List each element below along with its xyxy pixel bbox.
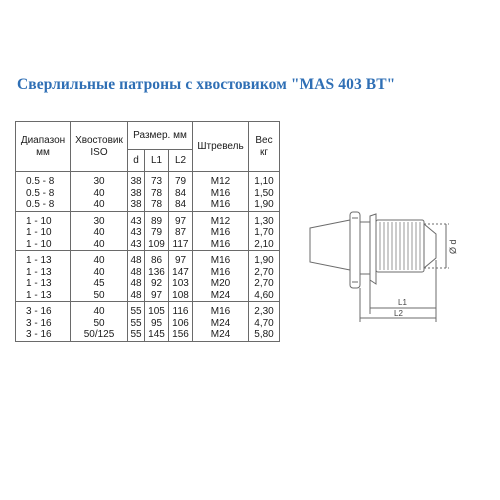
dimension-d-label: Ø d xyxy=(448,239,458,254)
knurling xyxy=(380,222,420,270)
d-cell: 55 xyxy=(128,318,145,330)
weight-cell: 1,90 xyxy=(249,199,280,211)
l1-cell: 97 xyxy=(145,290,169,302)
l1-cell: 86 xyxy=(145,255,169,267)
table-row xyxy=(16,227,280,239)
header-pin: Штревель xyxy=(193,122,249,172)
range-cell: 1 - 10 xyxy=(16,227,71,239)
l1-cell: 109 xyxy=(145,239,169,251)
dimension-l1-label: L1 xyxy=(398,298,407,307)
table-row xyxy=(16,176,280,188)
d-cell: 48 xyxy=(128,267,145,279)
header-size: Размер. мм xyxy=(128,122,193,150)
l1-cell: 78 xyxy=(145,199,169,211)
table-row xyxy=(16,290,280,302)
pin-cell: M16 xyxy=(193,255,249,267)
chuck-nose xyxy=(424,224,436,268)
table-row xyxy=(16,255,280,267)
l2-cell: 106 xyxy=(169,318,193,330)
weight-cell: 1,90 xyxy=(249,255,280,267)
l1-cell: 73 xyxy=(145,176,169,188)
l1-cell: 78 xyxy=(145,188,169,200)
header-range-line1: Диапазон xyxy=(20,135,66,146)
header-weight-line1: Вес xyxy=(255,135,273,146)
header-l1: L1 xyxy=(145,150,169,172)
range-cell: 1 - 13 xyxy=(16,255,71,267)
shank-cell: 40 xyxy=(71,227,128,239)
l1-cell: 79 xyxy=(145,227,169,239)
l2-cell: 97 xyxy=(169,216,193,228)
d-cell: 48 xyxy=(128,278,145,290)
range-cell: 1 - 13 xyxy=(16,267,71,279)
d-cell: 38 xyxy=(128,176,145,188)
weight-cell: 4,60 xyxy=(249,290,280,302)
shank-cell: 30 xyxy=(71,216,128,228)
l2-cell: 97 xyxy=(169,255,193,267)
range-cell: 1 - 13 xyxy=(16,290,71,302)
d-cell: 43 xyxy=(128,239,145,251)
dimension-l2-label: L2 xyxy=(394,309,403,318)
table-row xyxy=(16,216,280,228)
flange xyxy=(350,212,360,288)
d-cell: 38 xyxy=(128,188,145,200)
shank-cell: 40 xyxy=(71,199,128,211)
shank-cell: 30 xyxy=(71,176,128,188)
pin-cell: M20 xyxy=(193,278,249,290)
pin-cell: M16 xyxy=(193,267,249,279)
weight-cell: 1,30 xyxy=(249,216,280,228)
pin-cell: M16 xyxy=(193,239,249,251)
l2-cell: 156 xyxy=(169,329,193,341)
range-cell: 0.5 - 8 xyxy=(16,199,71,211)
weight-cell: 4,70 xyxy=(249,318,280,330)
taper-shank xyxy=(310,220,350,270)
shank-cell: 40 xyxy=(71,255,128,267)
l1-cell: 105 xyxy=(145,306,169,318)
l1-cell: 145 xyxy=(145,329,169,341)
d-cell: 38 xyxy=(128,199,145,211)
shank-cell: 50 xyxy=(71,318,128,330)
page-title: Сверлильные патроны с хвостовиком "MAS 403 BT" xyxy=(17,76,396,93)
table-row xyxy=(16,318,280,330)
header-shank-line1: Хвостовик xyxy=(75,135,123,146)
shank-cell: 40 xyxy=(71,267,128,279)
header-shank xyxy=(71,122,128,172)
range-cell: 0.5 - 8 xyxy=(16,176,71,188)
weight-cell: 5,80 xyxy=(249,329,280,341)
range-cell: 3 - 16 xyxy=(16,318,71,330)
l2-cell: 79 xyxy=(169,176,193,188)
header-range xyxy=(16,122,71,172)
shank-cell: 50 xyxy=(71,290,128,302)
l2-cell: 117 xyxy=(169,239,193,251)
range-cell: 1 - 10 xyxy=(16,239,71,251)
spec-table xyxy=(15,121,280,342)
weight-cell: 1,50 xyxy=(249,188,280,200)
l2-cell: 147 xyxy=(169,267,193,279)
header-range-line2: мм xyxy=(36,146,50,158)
d-cell: 48 xyxy=(128,290,145,302)
pin-cell: M12 xyxy=(193,216,249,228)
table-row xyxy=(16,306,280,318)
header-d: d xyxy=(128,150,145,172)
l2-cell: 87 xyxy=(169,227,193,239)
header-l2: L2 xyxy=(169,150,193,172)
weight-cell: 1,70 xyxy=(249,227,280,239)
range-cell: 1 - 10 xyxy=(16,216,71,228)
pin-cell: M24 xyxy=(193,318,249,330)
d-cell: 55 xyxy=(128,329,145,341)
shank-cell: 50/125 xyxy=(71,329,128,341)
table-row xyxy=(16,199,280,211)
chuck-body xyxy=(370,214,376,284)
range-cell: 1 - 13 xyxy=(16,278,71,290)
l2-cell: 84 xyxy=(169,199,193,211)
d-cell: 43 xyxy=(128,227,145,239)
pin-cell: M16 xyxy=(193,188,249,200)
d-cell: 48 xyxy=(128,255,145,267)
pin-cell: M24 xyxy=(193,329,249,341)
header-shank-line2: ISO xyxy=(90,146,108,158)
shank-cell: 45 xyxy=(71,278,128,290)
weight-cell: 2,10 xyxy=(249,239,280,251)
shank-cell: 40 xyxy=(71,306,128,318)
pin-cell: M16 xyxy=(193,306,249,318)
pin-cell: M24 xyxy=(193,290,249,302)
l1-cell: 136 xyxy=(145,267,169,279)
pin-cell: M16 xyxy=(193,227,249,239)
table-row xyxy=(16,329,280,341)
l2-cell: 84 xyxy=(169,188,193,200)
l1-cell: 92 xyxy=(145,278,169,290)
shank-cell: 40 xyxy=(71,239,128,251)
l1-cell: 95 xyxy=(145,318,169,330)
drill-chuck-drawing xyxy=(298,210,468,325)
weight-cell: 2,30 xyxy=(249,306,280,318)
table-row xyxy=(16,278,280,290)
table-row xyxy=(16,267,280,279)
range-cell: 3 - 16 xyxy=(16,329,71,341)
weight-cell: 2,70 xyxy=(249,267,280,279)
l2-cell: 103 xyxy=(169,278,193,290)
range-cell: 3 - 16 xyxy=(16,306,71,318)
l2-cell: 108 xyxy=(169,290,193,302)
pin-cell: M16 xyxy=(193,199,249,211)
range-cell: 0.5 - 8 xyxy=(16,188,71,200)
shank-cell: 40 xyxy=(71,188,128,200)
l1-cell: 89 xyxy=(145,216,169,228)
neck xyxy=(360,222,370,274)
d-cell: 43 xyxy=(128,216,145,228)
table-row xyxy=(16,239,280,251)
table-row xyxy=(16,188,280,200)
pin-cell: M12 xyxy=(193,176,249,188)
d-cell: 55 xyxy=(128,306,145,318)
header-weight-line2: кг xyxy=(259,146,269,158)
weight-cell: 2,70 xyxy=(249,278,280,290)
l2-cell: 116 xyxy=(169,306,193,318)
header-weight xyxy=(249,122,280,172)
weight-cell: 1,10 xyxy=(249,176,280,188)
